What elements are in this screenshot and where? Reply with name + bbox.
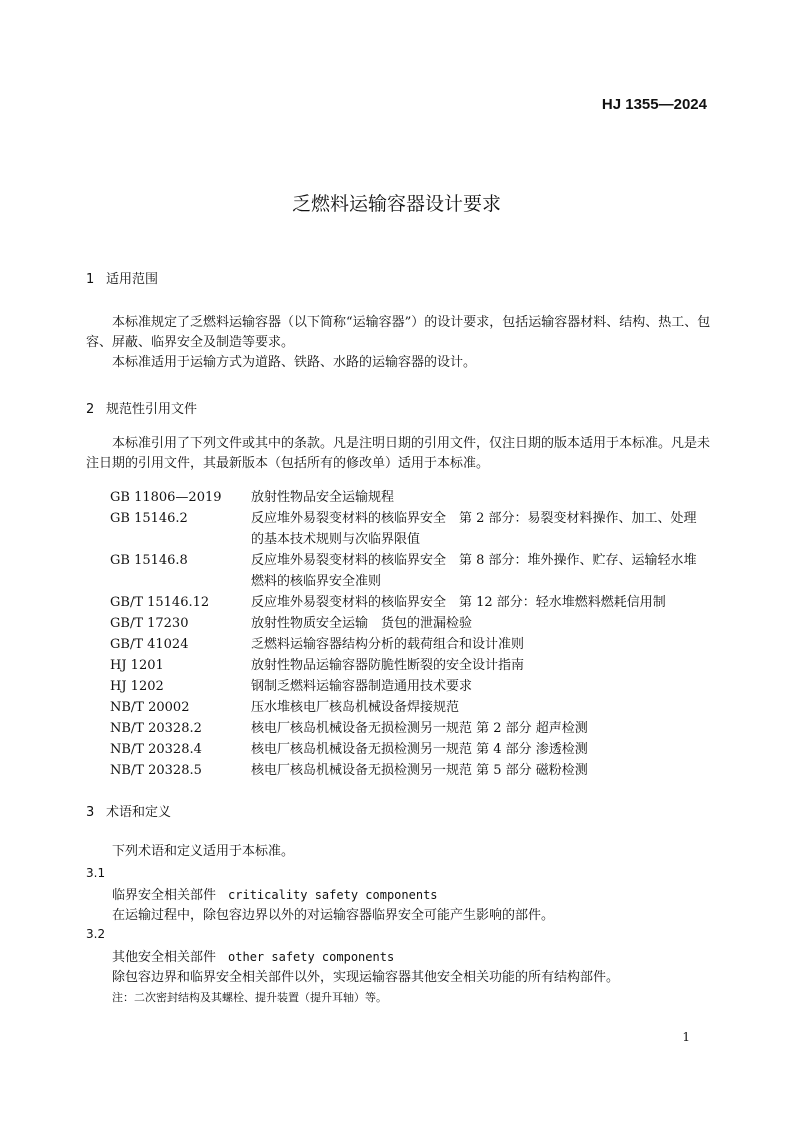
term-definition: 在运输过程中，除包容边界以外的对运输容器临界安全可能产生影响的部件。 (112, 908, 555, 923)
reference-code: GB/T 41024 (110, 637, 189, 652)
term-zh: 其他安全相关部件 (112, 950, 217, 965)
reference-title: 核电厂核岛机械设备无损检测另一规范 第 5 部分 磁粉检测 (251, 763, 588, 778)
reference-code: HJ 1201 (110, 658, 164, 673)
reference-item (110, 550, 710, 592)
reference-item (110, 613, 710, 634)
reference-code: HJ 1202 (110, 679, 164, 694)
reference-item (110, 592, 710, 613)
term-heading (112, 946, 394, 965)
reference-item (110, 718, 710, 739)
page-number: 1 (682, 1030, 690, 1044)
reference-title: 反应堆外易裂变材料的核临界安全 第 12 部分：轻水堆燃料燃耗信用制 (251, 595, 666, 610)
scope-paragraph-1: 本标准规定了乏燃料运输容器（以下简称“运输容器”）的设计要求，包括运输容器材料、结构、热工、包容、屏蔽、临界安全及制造等要求。 (86, 315, 711, 350)
reference-code: GB/T 17230 (110, 616, 189, 631)
reference-code: GB 15146.8 (110, 553, 188, 568)
reference-item (110, 760, 710, 781)
term-definition: 除包容边界和临界安全相关部件以外，实现运输容器其他安全相关功能的所有结构部件。 (112, 970, 620, 985)
reference-code: NB/T 20328.4 (110, 742, 202, 757)
reference-item (110, 655, 710, 676)
reference-title: 核电厂核岛机械设备无损检测另一规范 第 2 部分 超声检测 (251, 721, 588, 736)
reference-title: 反应堆外易裂变材料的核临界安全 第 8 部分：堆外操作、贮存、运输轻水堆燃料的核临界安全准则 (251, 553, 697, 589)
reference-title: 钢制乏燃料运输容器制造通用技术要求 (251, 679, 473, 694)
reference-code: GB 15146.2 (110, 511, 188, 526)
section-number: 3 (86, 805, 95, 820)
reference-title: 反应堆外易裂变材料的核临界安全 第 2 部分：易裂变材料操作、加工、处理的基本技术规则与次临界限值 (251, 511, 697, 547)
section-1-heading (86, 268, 158, 287)
section-number: 1 (86, 272, 95, 287)
reference-title: 核电厂核岛机械设备无损检测另一规范 第 4 部分 渗透检测 (251, 742, 588, 757)
section-title: 术语和定义 (106, 805, 172, 820)
reference-list (110, 487, 710, 781)
reference-item (110, 508, 710, 550)
reference-item (110, 634, 710, 655)
term-note: 注：二次密封结构及其螺栓、提升装置（提升耳轴）等。 (112, 991, 387, 1004)
reference-code: NB/T 20328.2 (110, 721, 202, 736)
reference-code: GB 11806—2019 (110, 490, 222, 505)
reference-title: 压水堆核电厂核岛机械设备焊接规范 (251, 700, 460, 715)
term-heading (112, 884, 438, 903)
reference-title: 放射性物品安全运输规程 (251, 490, 395, 505)
reference-item (110, 487, 710, 508)
section-3-heading (86, 801, 171, 820)
reference-item (110, 739, 710, 760)
section-title: 规范性引用文件 (106, 402, 198, 417)
reference-title: 放射性物品运输容器防脆性断裂的安全设计指南 (251, 658, 525, 673)
terms-intro: 下列术语和定义适用于本标准。 (112, 844, 295, 859)
clause-number: 3.1 (86, 866, 106, 880)
reference-item (110, 676, 710, 697)
section-number: 2 (86, 402, 95, 417)
reference-code: NB/T 20002 (110, 700, 190, 715)
reference-code: GB/T 15146.12 (110, 595, 210, 610)
reference-item (110, 697, 710, 718)
term-zh: 临界安全相关部件 (112, 888, 217, 903)
reference-title: 乏燃料运输容器结构分析的载荷组合和设计准则 (251, 637, 525, 652)
reference-title: 放射性物质安全运输 货包的泄漏检验 (251, 616, 473, 631)
term-en: other safety components (228, 950, 395, 964)
term-en: criticality safety components (228, 888, 438, 902)
section-title: 适用范围 (106, 272, 159, 287)
scope-paragraph-2: 本标准适用于运输方式为道路、铁路、水路的运输容器的设计。 (112, 355, 477, 370)
section-2-heading (86, 398, 197, 417)
document-title: 乏燃料运输容器设计要求 (291, 193, 501, 215)
standard-code: HJ 1355—2024 (601, 96, 707, 113)
references-intro: 本标准引用了下列文件或其中的条款。凡是注明日期的引用文件，仅注日期的版本适用于本标准。凡是未注日期的引用文件，其最新版本（包括所有的修改单）适用于本标准。 (86, 436, 711, 471)
reference-code: NB/T 20328.5 (110, 763, 202, 778)
clause-number: 3.2 (86, 927, 106, 941)
